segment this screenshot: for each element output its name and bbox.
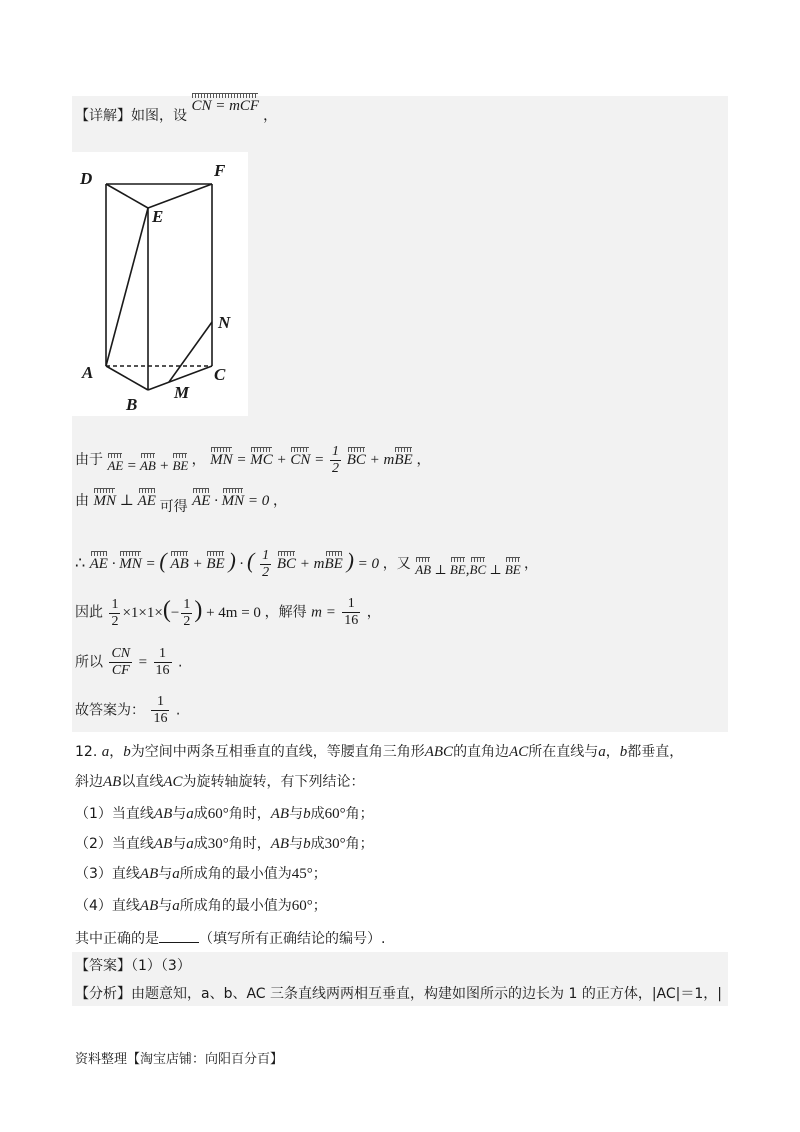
l3-rparen2: ) [346,547,354,573]
derivation-line-3 [75,548,538,578]
derivation-line-4 [75,596,381,632]
derivation-line-2 [75,490,288,515]
answer-label: 【答案】 [75,958,131,974]
perp-symbol: ⊥ [119,491,134,509]
l4-end: ， [366,604,381,621]
l1-sep: ， [191,451,206,468]
l4-rest: + 4m = 0 [206,604,261,621]
vec-BE-5: BE [450,560,466,580]
l5-eq: = [138,654,148,671]
vec-BE-2: BE [394,451,413,468]
l1-half: $\frac{1}{2}$ [331,444,339,476]
detail-label: 【详解】 [75,108,131,124]
l1-expr-a [107,458,191,473]
l3-half: $\frac{1}{2}$ [262,548,270,580]
vec-BC: BC [346,451,366,468]
l4-rparen: ) [194,596,203,623]
l3-lparen2: ( [247,547,255,573]
l1-prefix: 由于 [75,451,103,468]
perp-symbol-2: ⊥ [434,562,447,578]
vec-MN-3: MN [221,493,245,509]
vec-BE-4: BE [324,555,343,572]
l1-expr-b [210,444,416,476]
l3-expr [89,547,383,580]
l2-expr-b [192,493,273,509]
answer-line [75,956,191,976]
edge-MN [169,322,212,382]
vec-AB: AB [140,456,156,476]
l3-dot2: · [239,555,244,572]
l4-lparen: ( [162,596,171,623]
l4-times: ×1×1× [122,604,163,621]
l6-end: . [175,702,181,719]
vec-CN: CN [290,451,311,468]
conclusion-3: （3）直线AB与a所成角的最小值为45°； [75,866,327,882]
l3-plus: + [192,555,203,572]
l1-plus3: + [369,451,380,468]
setup-formula [191,98,259,114]
question-line-2: 斜边AB以直线AC为旋转轴旋转，有下列结论： [75,774,365,790]
vec-AE-2: AE [137,493,156,509]
edge-DE [106,184,148,208]
l3-eq0: = 0 [357,555,380,572]
l1-m: m [383,451,395,468]
l3-lparen: ( [159,547,167,573]
l1-plus1: + [159,457,170,474]
detail-header [75,98,278,126]
analysis-label: 【分析】 [75,986,131,1002]
l3-eq: = [145,555,156,572]
label-B: B [126,395,138,414]
conclusion-2: （2）当直线AB与a成30°角时，AB与b成30°角； [75,836,374,852]
vec-MN: MN [210,451,233,468]
footer-text: 资料整理【淘宝店铺：向阳百分百】 [75,1052,284,1067]
question-line-1: 12. a，b为空间中两条互相垂直的直线，等腰直角三角形ABC的直角边AC所在直线与a，b都垂直， [75,744,684,760]
l1-eq2: = [236,451,247,468]
conclusion-1: （1）当直线AB与a成60°角时，AB与b成60°角； [75,806,374,822]
l2-dot: · [214,493,218,509]
vec-BE-3: BE [206,555,225,572]
vec-AE-4: AE [89,555,108,572]
l4-result: $\frac{1}{16}$ [344,596,359,628]
l4-minus: − [170,604,180,621]
vec-MN-2: MN [93,493,116,509]
label-D: D [80,169,93,188]
l6-prefix: 故答案为： [75,702,145,719]
label-A: A [82,363,94,382]
l4-mid: ，解得 [264,604,307,621]
l3-m: m [313,555,325,572]
derivation-line-5 [75,646,182,682]
edge-AE [106,208,148,366]
l3-prefix: ∴ [75,552,86,572]
prism-diagram [72,152,248,416]
label-N: N [218,313,231,332]
vec-BE: BE [172,456,188,476]
ratio-cn-cf: $\frac{CN}{CF}$ [111,646,131,678]
answer-blank[interactable] [159,928,199,943]
l5-prefix: 所以 [75,654,103,671]
vec-AE-3: AE [192,493,211,509]
question-ask: 其中正确的是 （填写所有正确结论的编号）. [75,928,385,949]
derivation-line-1 [75,444,431,476]
l3-plus2: + [299,555,310,572]
vec-AB-3: AB [415,560,431,580]
l3-mid: ，又 [382,555,411,572]
detail-tail: ， [263,108,278,124]
l3-rparen: ) [228,547,236,573]
analysis-text: 由题意知，a、b、AC 三条直线两两相互垂直，构建如图所示的边长为 1 的正方体，|AC|＝1，| [131,986,722,1002]
l3-comma: , [465,561,470,578]
l2-prefix: 由 [75,493,89,509]
l1-end: ， [416,451,431,468]
vec-MC: MC [250,451,273,468]
l1-plus2: + [276,451,287,468]
answer-value: （1）（3） [131,958,191,974]
page-footer [75,1050,283,1070]
edge-EF [148,184,212,208]
edge-AB [106,366,148,390]
vec-BC-2: BC [276,555,297,572]
l2-mid: 可得 [159,499,188,515]
l4-expr: $\frac{1}{2}$ ×1×1×(− $\frac{1}{2}$ ) + 4m = 0 [111,596,261,629]
l5-result: $\frac{1}{16}$ [155,646,170,678]
l3-end: ， [524,555,538,572]
vec-AB-2: AB [170,555,189,572]
l4-prefix: 因此 [75,604,103,621]
vec-BE-6: BE [505,560,521,580]
label-E: E [152,207,164,226]
label-C: C [214,365,226,384]
question-number: 12. [75,744,98,760]
l3-expr-perp [415,562,524,577]
setup-formula-text: CN = mCF [191,98,260,114]
derivation-line-6 [75,694,180,730]
l2-eq: = 0 [247,493,270,509]
l5-end: . [177,654,183,671]
label-M: M [174,383,190,402]
l3-dot: · [111,555,116,572]
l1-eq1: = [126,457,137,474]
analysis-line [75,984,722,1004]
detail-lead: 如图，设 [131,108,187,124]
prism-figure [72,152,248,416]
l1-eq3: = [314,451,325,468]
vec-AE: AE [107,456,123,476]
conclusion-4: （4）直线AB与a所成角的最小值为60°； [75,898,327,914]
l2-end: ， [273,493,288,509]
vec-BC-3: BC [470,560,487,580]
label-F: F [214,161,226,180]
l4-m: m = [311,604,336,621]
l2-expr-a [93,493,159,509]
vec-MN-4: MN [119,555,142,572]
final-answer: $\frac{1}{16}$ [153,694,168,726]
perp-symbol-3: ⊥ [489,562,502,578]
